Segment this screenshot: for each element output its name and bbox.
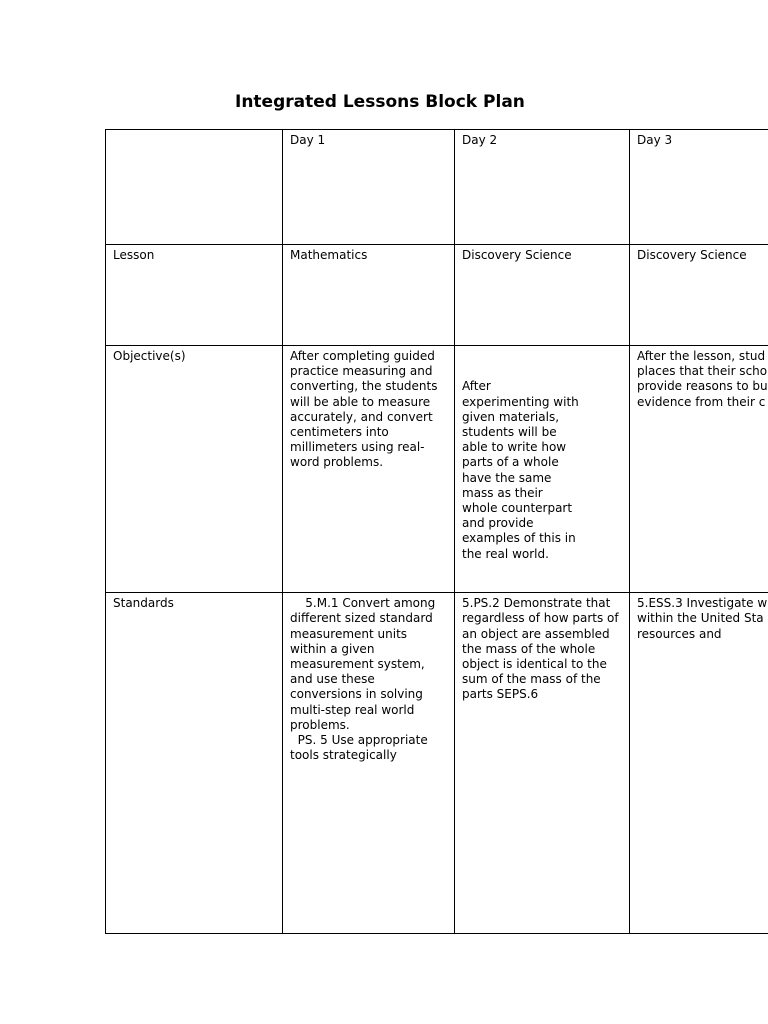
lesson-day-3: Discovery Science xyxy=(630,245,768,346)
table-row-objective xyxy=(106,346,768,593)
table-row-lesson xyxy=(106,245,768,346)
lesson-day-2: Discovery Science xyxy=(455,245,630,346)
table-row-standards xyxy=(106,593,768,934)
objective-day-2: After experimenting with given materials, students will be able to write how parts of a whole have the same mass as their whole counterpart and provide examples of this in the real world. xyxy=(462,379,583,561)
lesson-plan-table xyxy=(105,129,768,934)
header-day-2: Day 2 xyxy=(455,130,630,245)
objective-day-2-cell xyxy=(455,346,630,593)
lesson-day-1: Mathematics xyxy=(283,245,455,346)
header-corner-cell xyxy=(106,130,283,245)
lesson-label: Lesson xyxy=(106,245,283,346)
standards-day-1: 5.M.1 Convert among different sized standard measurement units within a given measurement system, and use these conversions in solving multi-step real world problems. PS. 5 Use appropriate tools strategically xyxy=(283,593,455,934)
standards-day-3: 5.ESS.3 Investigate w within the United Sta resources and xyxy=(630,593,768,934)
standards-label: Standards xyxy=(106,593,283,934)
header-day-3: Day 3 xyxy=(630,130,768,245)
objective-day-1: After completing guided practice measuring and converting, the students will be able to measure accurately, and convert centimeters into millimeters using real-word problems. xyxy=(283,346,455,593)
page-title: Integrated Lessons Block Plan xyxy=(235,92,525,112)
objective-label: Objective(s) xyxy=(106,346,283,593)
header-day-1: Day 1 xyxy=(283,130,455,245)
objective-day-3: After the lesson, stud places that their scho provide reasons to bu evidence from their c xyxy=(630,346,768,593)
table-row-header xyxy=(106,130,768,245)
standards-day-2: 5.PS.2 Demonstrate that regardless of how parts of an object are assembled the mass of the whole object is identical to the sum of the mass of the parts SEPS.6 xyxy=(455,593,630,934)
